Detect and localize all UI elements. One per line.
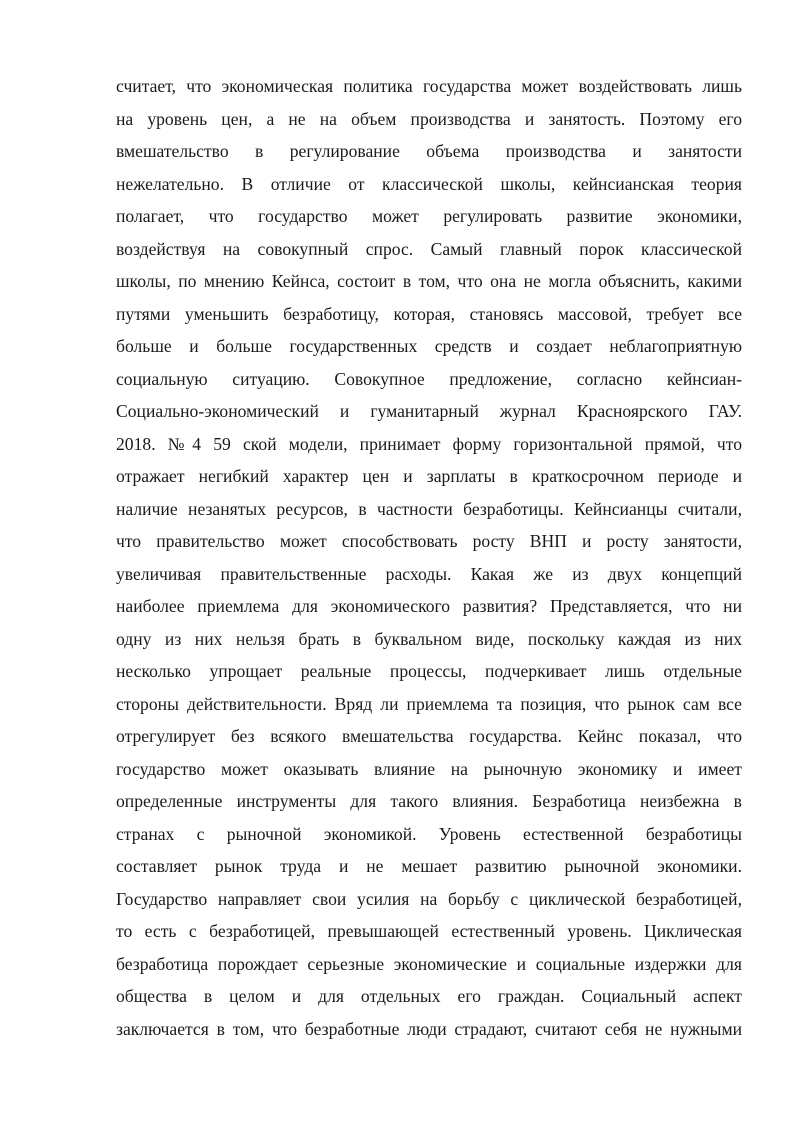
text-line: государство может оказывать влияние на рыночную экономику и имеет <box>116 758 742 779</box>
text-line: наиболее приемлема для экономического развития? Представляется, что ни <box>116 596 742 616</box>
text-line: полагает, что государство может регулировать развитие экономики, <box>116 206 742 226</box>
text-line: общества в целом и для отдельных его граждан. Социальный аспект <box>116 986 742 1006</box>
text-line: 2018. №4 59 ской модели, принимает форму горизонтальной прямой, что <box>116 433 742 454</box>
text-line: воздействуя на совокупный спрос. Самый главный порок классической <box>116 238 742 259</box>
text-line: составляет рынок труда и не мешает развитию рыночной экономики. <box>116 856 742 876</box>
text-line: нежелательно. В отличие от классической школы, кейнсианская теория <box>116 173 742 194</box>
text-line: отражает негибкий характер цен и зарплаты в краткосрочном периоде и <box>116 466 742 486</box>
text-line: наличие незанятых ресурсов, в частности безработицы. Кейнсианцы считали, <box>116 498 742 519</box>
text-line: Социально-экономический и гуманитарный журнал Красноярского ГАУ. <box>116 401 742 421</box>
text-line: школы, по мнению Кейнса, состоит в том, что она не могла объяснить, какими <box>116 271 742 291</box>
text-line: на уровень цен, а не на объем производства и занятость. Поэтому его <box>116 108 742 129</box>
text-line: Государство направляет свои усилия на борьбу с циклической безработицей, <box>116 888 742 909</box>
text-line: вмешательство в регулирование объема производства и занятости <box>116 141 742 161</box>
text-line: безработица порождает серьезные экономические и социальные издержки для <box>116 953 742 974</box>
text-line: отрегулирует без всякого вмешательства государства. Кейнс показал, что <box>116 726 742 746</box>
text-line: стороны действительности. Вряд ли приемлема та позиция, что рынок сам все <box>116 693 742 714</box>
text-line: странах с рыночной экономикой. Уровень естественной безработицы <box>116 823 742 844</box>
text-line: несколько упрощает реальные процессы, подчеркивает лишь отдельные <box>116 661 742 681</box>
text-line: одну из них нельзя брать в буквальном виде, поскольку каждая из них <box>116 628 742 649</box>
text-line: считает, что экономическая политика государства может воздействовать лишь <box>116 76 742 96</box>
text-line: что правительство может способствовать росту ВНП и росту занятости, <box>116 531 742 551</box>
body-text <box>116 70 742 1045</box>
text-line: путями уменьшить безработицу, которая, становясь массовой, требует все <box>116 303 742 324</box>
text-line: заключается в том, что безработные люди страдают, считают себя не нужными <box>116 1018 742 1039</box>
text-line: то есть с безработицей, превышающей естественный уровень. Циклическая <box>116 921 742 941</box>
text-line: определенные инструменты для такого влияния. Безработица неизбежна в <box>116 791 742 811</box>
text-line: увеличивая правительственные расходы. Какая же из двух концепций <box>116 563 742 584</box>
text-line: больше и больше государственных средств и создает неблагоприятную <box>116 336 742 356</box>
text-line: социальную ситуацию. Совокупное предложение, согласно кейнсиан- <box>116 368 742 389</box>
